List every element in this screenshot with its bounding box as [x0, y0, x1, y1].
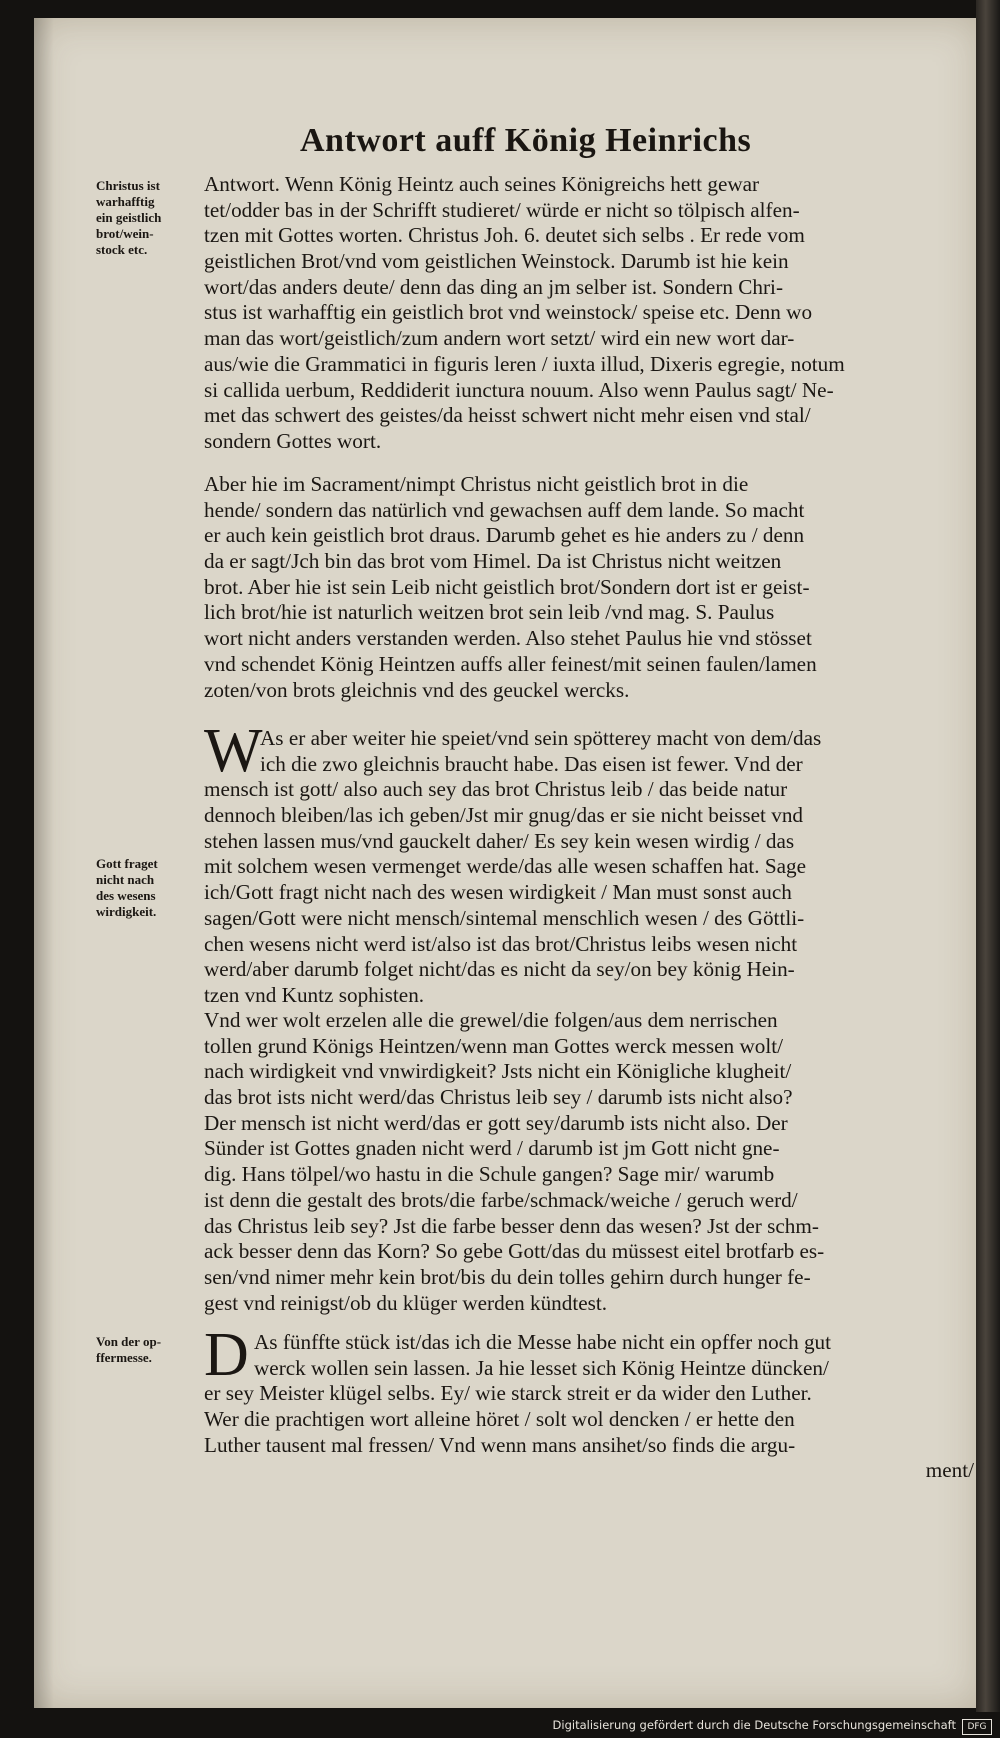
- text-line: aus/wie die Grammatici in figuris leren / iuxta illud, Dixeris egregie, notum: [204, 351, 845, 376]
- dropcap-w: W: [204, 717, 263, 785]
- dropcap-d: D: [204, 1321, 249, 1389]
- paragraph-grewel: [204, 1008, 974, 1316]
- text-line: werck wollen sein lassen. Ja hie lesset sich König Heintze düncken/: [254, 1355, 829, 1380]
- text-line: Aber hie im Sacrament/nimpt Christus nicht geistlich brot in die: [204, 472, 749, 496]
- text-line: stus ist warhafftig ein geistlich brot vnd weinstock/ speise etc. Denn wo: [204, 300, 813, 325]
- margin-note-line: des wesens: [96, 888, 156, 903]
- text-line: As fünffte stück ist/das ich die Messe habe nicht ein opffer noch gut: [254, 1330, 832, 1354]
- paragraph-sacrament: [204, 472, 974, 703]
- text-line: ist denn die gestalt des brots/die farbe/schmack/weiche / geruch werd/: [204, 1187, 798, 1212]
- margin-note-line: stock etc.: [96, 242, 148, 257]
- text-line: ich/Gott fragt nicht nach des wesen wirdigkeit / Man must sonst auch: [204, 880, 792, 905]
- paragraph-gleichnis: [204, 777, 974, 1008]
- text-line: met das schwert des geistes/da heisst schwert nicht mehr eisen vnd stal/: [204, 403, 811, 428]
- text-line: werd/aber darumb folget nicht/das es nicht da sey/on bey könig Hein-: [204, 957, 795, 982]
- paragraph-messe-first-lines: [254, 1330, 974, 1381]
- footer-bar: [0, 1716, 1000, 1738]
- text-line: das brot ists nicht werd/das Christus leib sey / darumb ists nicht also?: [204, 1085, 793, 1110]
- text-line: nach wirdigkeit vnd vnwirdigkeit? Jsts nicht ein Königliche klugheit/: [204, 1059, 792, 1084]
- text-line: man das wort/geistlich/zum andern wort setzt/ wird ein new wort dar-: [204, 326, 795, 351]
- text-line: Der mensch ist nicht werd/das er gott sey/darumb ists nicht also. Der: [204, 1110, 788, 1135]
- text-line: sen/vnd nimer mehr kein brot/bis du dein tolles gehirn durch hunger fe-: [204, 1264, 811, 1289]
- text-line: mensch ist gott/ also auch sey das brot Christus leib / das beide natur: [204, 777, 788, 802]
- text-line: stehen lassen mus/vnd gauckelt daher/ Es sey kein wesen wirdig / das: [204, 828, 795, 853]
- text-line: Vnd wer wolt erzelen alle die grewel/die folgen/aus dem nerrischen: [204, 1008, 778, 1032]
- margin-note-line: Christus ist: [96, 178, 160, 193]
- text-line: zoten/von brots gleichnis vnd des geuckel wercks.: [204, 677, 630, 702]
- text-line: tollen grund Königs Heintzen/wenn man Gottes werck messen wolt/: [204, 1033, 784, 1058]
- text-line: dennoch bleiben/las ich geben/Jst mir gnug/das er sie nicht beisset vnd: [204, 803, 804, 828]
- text-line: tzen vnd Kuntz sophisten.: [204, 982, 425, 1007]
- text-line: hende/ sondern das natürlich vnd gewachsen auff dem lande. So macht: [204, 497, 805, 522]
- margin-note-line: nicht nach: [96, 872, 155, 887]
- footer-credit: Digitalisierung gefördert durch die Deutsche Forschungsgemeinschaft: [552, 1718, 956, 1732]
- margin-note-line: warhafftig: [96, 194, 155, 209]
- text-line: mit solchem wesen vermenget werde/das alle wesen schaffen hat. Sage: [204, 854, 807, 879]
- paragraph-antwort: [204, 172, 974, 455]
- paragraph-messe: [204, 1381, 974, 1484]
- margin-note-gott-fraget: [96, 856, 206, 920]
- text-line: sondern Gottes wort.: [204, 428, 382, 453]
- text-line: ack besser denn das Korn? So gebe Gott/das du müssest eitel brotfarb es-: [204, 1239, 825, 1264]
- margin-note-christus: [96, 178, 206, 258]
- text-line: wort/das anders deute/ denn das ding an jm selber ist. Sondern Chri-: [204, 274, 784, 299]
- paragraph-gleichnis-first-lines: [260, 726, 974, 777]
- text-line: da er sagt/Jch bin das brot vom Himel. Da ist Christus nicht weitzen: [204, 549, 782, 574]
- text-line: ment/: [925, 1458, 974, 1483]
- text-line: tet/odder bas in der Schrifft studieret/ würde er nicht so tölpisch alfen-: [204, 197, 800, 222]
- margin-note-opffermesse: [96, 1334, 206, 1366]
- text-line: Luther tausent mal fressen/ Vnd wenn mans ansihet/so finds die argu-: [204, 1432, 796, 1457]
- text-line: lich brot/hie ist naturlich weitzen brot sein leib /vnd mag. S. Paulus: [204, 600, 775, 625]
- dfg-logo: DFG: [962, 1719, 992, 1735]
- text-line: As er aber weiter hie speiet/vnd sein spötterey macht von dem/das: [260, 726, 822, 750]
- text-line: vnd schendet König Heintzen auffs aller feinest/mit seinen faulen/lamen: [204, 651, 817, 676]
- text-line: Wer die prachtigen wort alleine höret / solt wol dencken / er hette den: [204, 1407, 795, 1432]
- page-title: Antwort auff König Heinrichs: [300, 122, 752, 159]
- text-line: geistlichen Brot/vnd vom geistlichen Weinstock. Darumb ist hie kein: [204, 249, 789, 274]
- text-line: Sünder ist Gottes gnaden nicht werd / darumb ist jm Gott nicht gne-: [204, 1136, 780, 1161]
- page-edge: [976, 0, 1000, 1712]
- text-line: chen wesens nicht werd ist/also ist das brot/Christus leibs wesen nicht: [204, 931, 798, 956]
- text-line: brot. Aber hie ist sein Leib nicht geistlich brot/Sondern dort ist er geist-: [204, 574, 810, 599]
- text-line: das Christus leib sey? Jst die farbe besser denn das wesen? Jst der schm-: [204, 1213, 819, 1238]
- text-line: gest vnd reinigst/ob du klüger werden kündtest.: [204, 1290, 608, 1315]
- text-line: wort nicht anders verstanden werden. Also stehet Paulus hie vnd stösset: [204, 626, 812, 651]
- text-line: si callida uerbum, Reddiderit iunctura nouum. Also wenn Paulus sagt/ Ne-: [204, 377, 834, 402]
- text-line: Antwort. Wenn König Heintz auch seines Königreichs hett gewar: [204, 172, 760, 196]
- text-line: dig. Hans tölpel/wo hastu in die Schule gangen? Sage mir/ warumb: [204, 1162, 775, 1187]
- margin-note-line: ein geistlich: [96, 210, 162, 225]
- text-line: er sey Meister klügel selbs. Ey/ wie starck streit er da wider den Luther.: [204, 1381, 812, 1406]
- spine-shadow: [34, 18, 54, 1708]
- text-line: ich die zwo gleichnis braucht habe. Das eisen ist fewer. Vnd der: [260, 751, 803, 776]
- text-line: er auch kein geistlich brot draus. Darumb gehet es hie anders zu / denn: [204, 523, 805, 548]
- margin-note-line: wirdigkeit.: [96, 904, 157, 919]
- text-line: sagen/Gott were nicht mensch/sintemal menschlich wesen / des Göttli-: [204, 905, 805, 930]
- margin-note-line: Gott fraget: [96, 856, 158, 871]
- margin-note-line: Von der op-: [96, 1334, 162, 1349]
- margin-note-line: ffermesse.: [96, 1350, 152, 1365]
- text-line: tzen mit Gottes worten. Christus Joh. 6. deutet sich selbs . Er rede vom: [204, 223, 805, 248]
- margin-note-line: brot/wein-: [96, 226, 154, 241]
